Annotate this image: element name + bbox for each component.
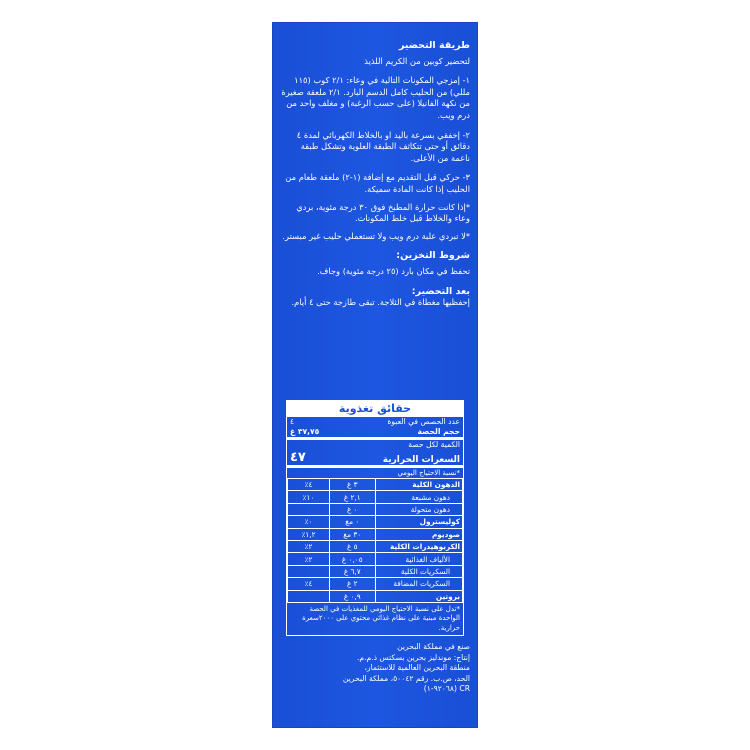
manufacturer-info: [280, 642, 470, 695]
made-in: صنع في مملكة البحرين: [397, 642, 470, 651]
preparation-title: طريقة التحضير: [398, 40, 470, 51]
nutrient-amount: ٢ غ: [330, 578, 376, 590]
package-panel: [272, 22, 478, 728]
nutrient-dv: ٠٪: [288, 516, 330, 528]
nutrient-amount: ٢,١ غ: [330, 491, 376, 503]
nutrient-amount: ٣ غ: [330, 479, 376, 491]
nutrition-title: حقائق تغذوية: [287, 401, 463, 417]
nutrient-dv: [288, 590, 330, 602]
nutrient-amount: ٦,٧ غ: [330, 565, 376, 577]
nutrient-dv: ٢٪: [288, 553, 330, 565]
nutrient-dv: ١,٢٪: [288, 528, 330, 540]
nutrient-dv: ٢٪: [288, 540, 330, 552]
table-row: [288, 479, 463, 491]
preparation-subtitle: لتحضير كوبين من الكريم اللذيذ: [364, 55, 470, 66]
nutrient-amount: ٠,٠٥ غ: [330, 553, 376, 565]
table-row: [288, 516, 463, 528]
table-row: [288, 503, 463, 515]
nutrient-dv: [288, 503, 330, 515]
nutrient-dv: [288, 565, 330, 577]
address: الحد، ص.ب. رقم ٥٠٠٤٢، مملكة البحرين: [342, 673, 470, 683]
nutrient-amount: ٣٠ مغ: [330, 528, 376, 540]
nutrient-amount: ٥ غ: [330, 540, 376, 552]
serving-size-value: ٣٧,٧٥ غ: [290, 427, 320, 436]
table-row: [288, 565, 463, 577]
serving-size-label: حجم الحصة: [417, 427, 460, 436]
after-prep-title: بعد التحضير:: [411, 285, 470, 297]
nutrition-facts-table: [286, 400, 464, 636]
nutrition-footnote: *تدل على نسبة الاحتياج اليومي للمغذيات في الحصة الواحدة مبنية على نظام غذائي محتوي على ٢٠٠٠سعرة حرارية.: [302, 604, 460, 632]
storage-text: تحفظ في مكان بارد (٢٥ درجة مئوية) وجاف.: [317, 265, 470, 276]
servings-value: ٤: [290, 417, 295, 426]
nutrients-table: [287, 478, 463, 603]
servings-label: عدد الحصص في العبوة: [387, 417, 460, 426]
nutrient-amount: ٠ غ: [330, 503, 376, 515]
nutrient-name: دهون مشبعة: [375, 491, 463, 503]
cr-number: CR (٩٢٠٦٨-١): [423, 684, 470, 693]
serving-size-row: [287, 427, 463, 437]
per-serving-label: الكمية لكل حصة: [408, 440, 460, 449]
note-temperature: *إذا كانت حرارة المطبخ فوق ٣٠ درجة مئوية، بردي وعاء والخلاط قبل خلط المكونات.: [296, 201, 470, 224]
nutrient-amount: ٠ مغ: [330, 516, 376, 528]
nutrient-dv: ١٠٪: [288, 491, 330, 503]
nutrient-name: دهون متحولة: [375, 503, 463, 515]
storage-title: شروط التخزين:: [396, 250, 470, 262]
calories-value: ٤٧: [290, 450, 306, 465]
calories-label: السعرات الحرارية: [382, 455, 460, 465]
step-3: ٣- حركي قبل التقديم مع إضافة (١-٢) ملعقة طعام من الحليب إذا كانت المادة سميكة.: [285, 172, 470, 194]
after-prep-text: إحفظيها مغطاة في الثلاجة. تبقى طازجة حتى ٤ أيام.: [291, 297, 470, 308]
table-row: [288, 590, 463, 602]
zone: منطقة البحرين العالمية للاستثمار،: [364, 663, 470, 672]
calories-row: [287, 450, 463, 465]
table-row: [288, 540, 463, 552]
table-row: [288, 491, 463, 503]
nutrient-name: الألياف الغذائية: [375, 553, 463, 565]
preparation-section: [280, 40, 470, 309]
servings-row: [287, 417, 463, 427]
table-row: [288, 553, 463, 565]
nutrient-name: الكربوهيدرات الكلية: [375, 540, 463, 552]
table-row: [288, 528, 463, 540]
nutrient-name: صوديوم: [375, 528, 463, 540]
note-milk: *لا تبردي علبة درم ويب ولا تستعملي حليب غير مبستر.: [282, 230, 470, 241]
producer: إنتاج: موندليز بحرين بسكتس ذ.م.م.: [356, 652, 470, 662]
nutrient-name: السكريات المضافة: [375, 578, 463, 590]
nutrient-name: الدهون الكلية: [375, 479, 463, 491]
step-1: ١- إمزجي المكونات التالية في وعاء: ٢/١ كوب (١١٥ مللي) من الحليب كامل الدسم البارد. ٢/١ ملعقة صغيرة من نكهة الفانيلا (على حسب الرغبة) و مغلف واحد من درم ويب.: [281, 75, 470, 120]
nutrient-dv: ٤٪: [288, 578, 330, 590]
nutrient-dv: ٤٪: [288, 479, 330, 491]
nutrient-name: بروتين: [375, 590, 463, 602]
table-row: [288, 578, 463, 590]
nutrient-name: كوليسترول: [375, 516, 463, 528]
nutrient-amount: ٠,٩ غ: [330, 590, 376, 602]
daily-value-header: *نسبة الاحتياج اليومي: [397, 469, 460, 477]
nutrient-name: السكريات الكلية: [375, 565, 463, 577]
step-2: ٢- إخفقي بسرعة باليد او بالخلاط الكهربائي لمدة ٤ دقائق أو حتى تتكاثف الطبقة العلوية وتشكل طبقة ناعمة من الأعلى.: [296, 129, 470, 163]
